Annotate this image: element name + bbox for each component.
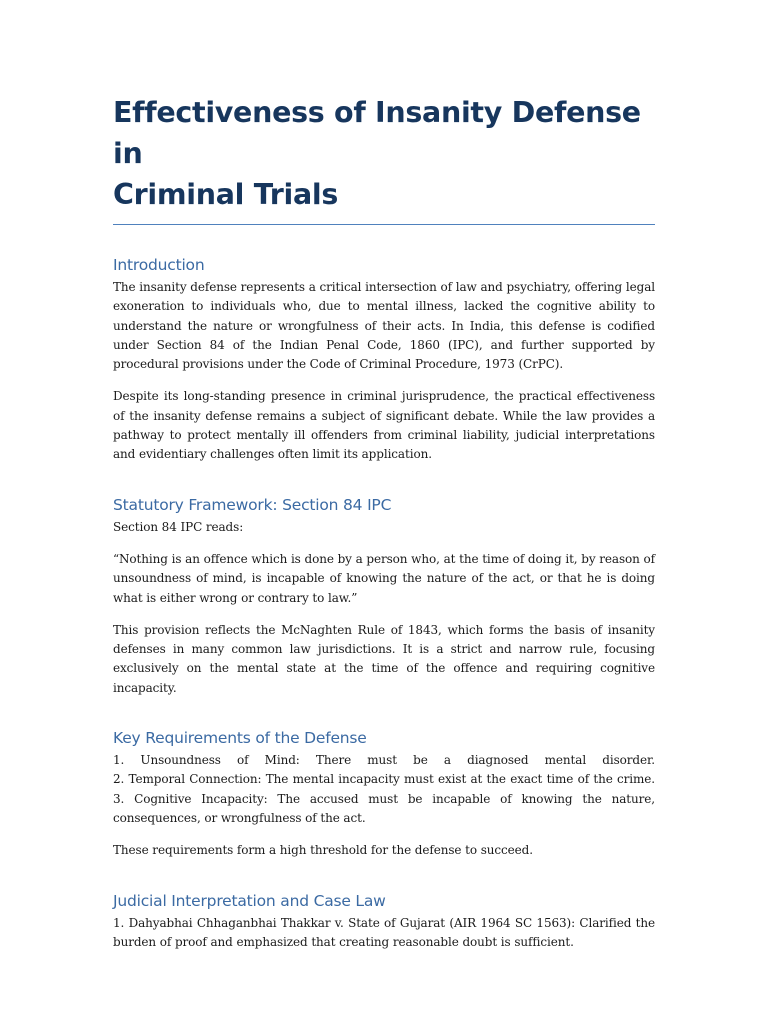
requirement-line-1: 1. Unsoundness of Mind: There must be a diagnosed mental disorder. [113,753,655,768]
section-introduction [113,254,655,465]
requirements-list [113,751,655,828]
section-key-requirements [113,727,655,860]
requirement-line-2: 2. Temporal Connection: The mental incapacity must exist at the exact time of the crime. [113,772,655,787]
statutory-paragraph-1: Section 84 IPC reads: [113,519,244,534]
statutory-quote: “Nothing is an offence which is done by a person who, at the time of doing it, by reason of unsoundness of mind, is incapable of knowing the nature of the act, or that he is doing what is either wrong or contrary to law.” [113,551,655,605]
document-page [113,92,655,965]
statutory-paragraph-3: This provision reflects the McNaghten Rule of 1843, which forms the basis of insanity defenses in many common law jurisdictions. It is a strict and narrow rule, focusing exclusively on the mental state at the time of the offence and requiring cognitive incapacity. [113,622,655,695]
introduction-paragraph-1: The insanity defense represents a critical intersection of law and psychiatry, offering legal exoneration to individuals who, due to mental illness, lacked the cognitive ability to understand the nature or wrongfulness of their acts. In India, this defense is codified under Section 84 of the Indian Penal Code, 1860 (IPC), and further supported by procedural provisions under the Code of Criminal Procedure, 1973 (CrPC). [113,280,655,372]
judicial-paragraph-1: 1. Dahyabhai Chhaganbhai Thakkar v. State of Gujarat (AIR 1964 SC 1563): Clarified the burden of proof and emphasized that creating reasonable doubt is sufficient. [113,915,655,949]
document-title-line-2: Criminal Trials [113,178,339,211]
document-title-line-1: Effectiveness of Insanity Defense in [113,96,641,170]
requirement-line-4: consequences, or wrongfulness of the act. [113,810,366,825]
section-heading-statutory-framework: Statutory Framework: Section 84 IPC [113,495,392,514]
section-heading-judicial-interpretation: Judicial Interpretation and Case Law [113,891,386,910]
section-judicial-interpretation [113,890,655,953]
title-underline [113,224,655,225]
section-heading-key-requirements: Key Requirements of the Defense [113,729,367,748]
section-statutory-framework [113,494,655,698]
introduction-paragraph-2: Despite its long-standing presence in criminal jurisprudence, the practical effectiveness of the insanity defense remains a subject of significant debate. While the law provides a pathway to protect mentally ill offenders from criminal liability, judicial interpretations and evidentiary challenges often limit its application. [113,389,655,462]
requirement-line-3: 3. Cognitive Incapacity: The accused must be incapable of knowing the nature, [113,791,655,806]
section-heading-introduction: Introduction [113,256,205,274]
requirements-closing: These requirements form a high threshold for the defense to succeed. [113,843,533,858]
document-title [113,92,655,215]
